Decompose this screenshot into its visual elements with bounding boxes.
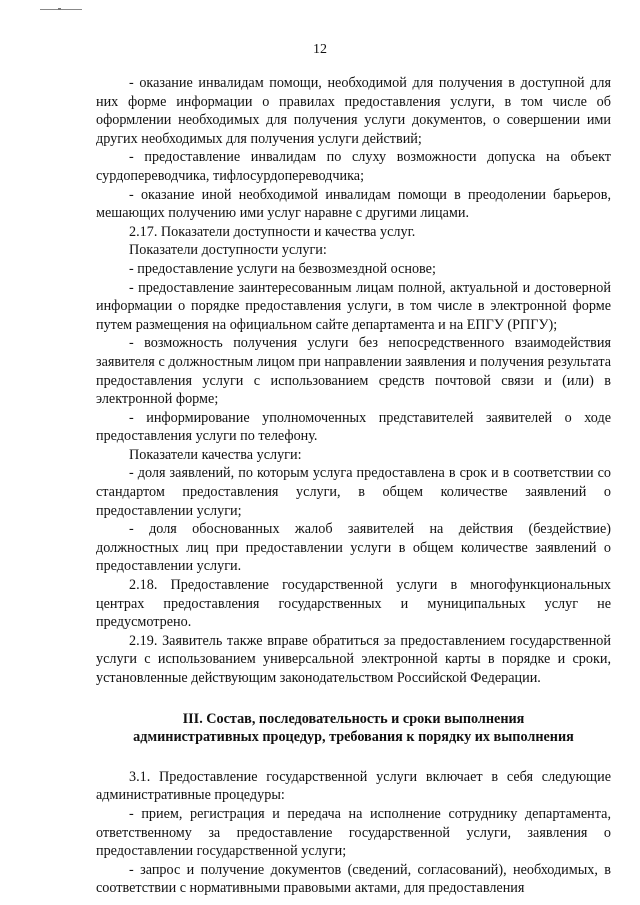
paragraph: Показатели качества услуги: (129, 446, 302, 463)
paragraph: - информирование уполномоченных представителей заявителей о ходе предоставления услуги по телефону. (96, 409, 611, 445)
section-heading-line1: III. Состав, последовательность и сроки выполнения (182, 710, 525, 727)
paragraph: - доля заявлений, по которым услуга предоставлена в срок и в соответствии со стандартом предоставления услуги, в общем количестве заявлений о предоставлении услуги; (96, 465, 611, 519)
paragraph: - прием, регистрация и передача на исполнение сотруднику департамента, ответственному за предоставление государственной услуги, заявления о предоставлении государственной услуги; (96, 805, 611, 860)
paragraph: 3.1. Предоставление государственной услуги включает в себя следующие административные процедуры: (96, 768, 611, 804)
body-text (96, 74, 611, 898)
paragraph: Показатели доступности услуги: (129, 242, 327, 259)
paragraph: 2.18. Предоставление государственной услуги в многофункциональных центрах предоставления государственных и муниципальных услуг не предусмотрено. (96, 577, 611, 631)
paragraph: 2.19. Заявитель также вправе обратиться за предоставлением государственной услуги с использованием универсальной электронной карты в порядке и сроки, установленные действующим законодательством Российской Федерации. (96, 632, 611, 686)
paragraph: - оказание иной необходимой инвалидам помощи в преодолении барьеров, мешающих получению ими услуг наравне с другими лицами. (96, 186, 611, 222)
paragraph: - предоставление заинтересованным лицам полной, актуальной и достоверной информации о порядке предоставления услуги, в том числе в электронной форме путем размещения на официальном сайте департамента и на ЕПГУ (РПГУ); (96, 279, 611, 333)
paragraph: - запрос и получение документов (сведений, согласований), необходимых, в соответствии с нормативными правовыми актами, для предоставления (96, 861, 611, 897)
section-heading-line2: административных процедур, требования к порядку их выполнения (133, 729, 574, 746)
paragraph: - предоставление инвалидам по слуху возможности допуска на объект сурдопереводчика, тифлосурдопереводчика; (96, 149, 611, 184)
page-number: 12 (313, 42, 327, 57)
paragraph: - доля обоснованных жалоб заявителей на действия (бездействие) должностных лиц при предоставлении услуги в общем количестве заявлений о предоставлении услуги. (96, 521, 611, 575)
paragraph: - возможность получения услуги без непосредственного взаимодействия заявителя с должностным лицом при направлении заявления и получения результата предоставления услуги с использованием средств почтовой связи и (или) в электронной форме; (96, 335, 611, 408)
section-heading (96, 710, 611, 747)
paragraph: - предоставление услуги на безвозмездной основе; (129, 260, 436, 277)
paragraph: 2.17. Показатели доступности и качества услуг. (129, 223, 416, 240)
scan-mark-dot (58, 8, 61, 10)
scan-mark (40, 9, 82, 10)
paragraph: - оказание инвалидам помощи, необходимой для получения в доступной для них форме информации о правилах предоставления услуги, в том числе об оформлении необходимых для получения услуги документов, о совершении ими других необходимых для получения услуги действий; (96, 75, 611, 147)
